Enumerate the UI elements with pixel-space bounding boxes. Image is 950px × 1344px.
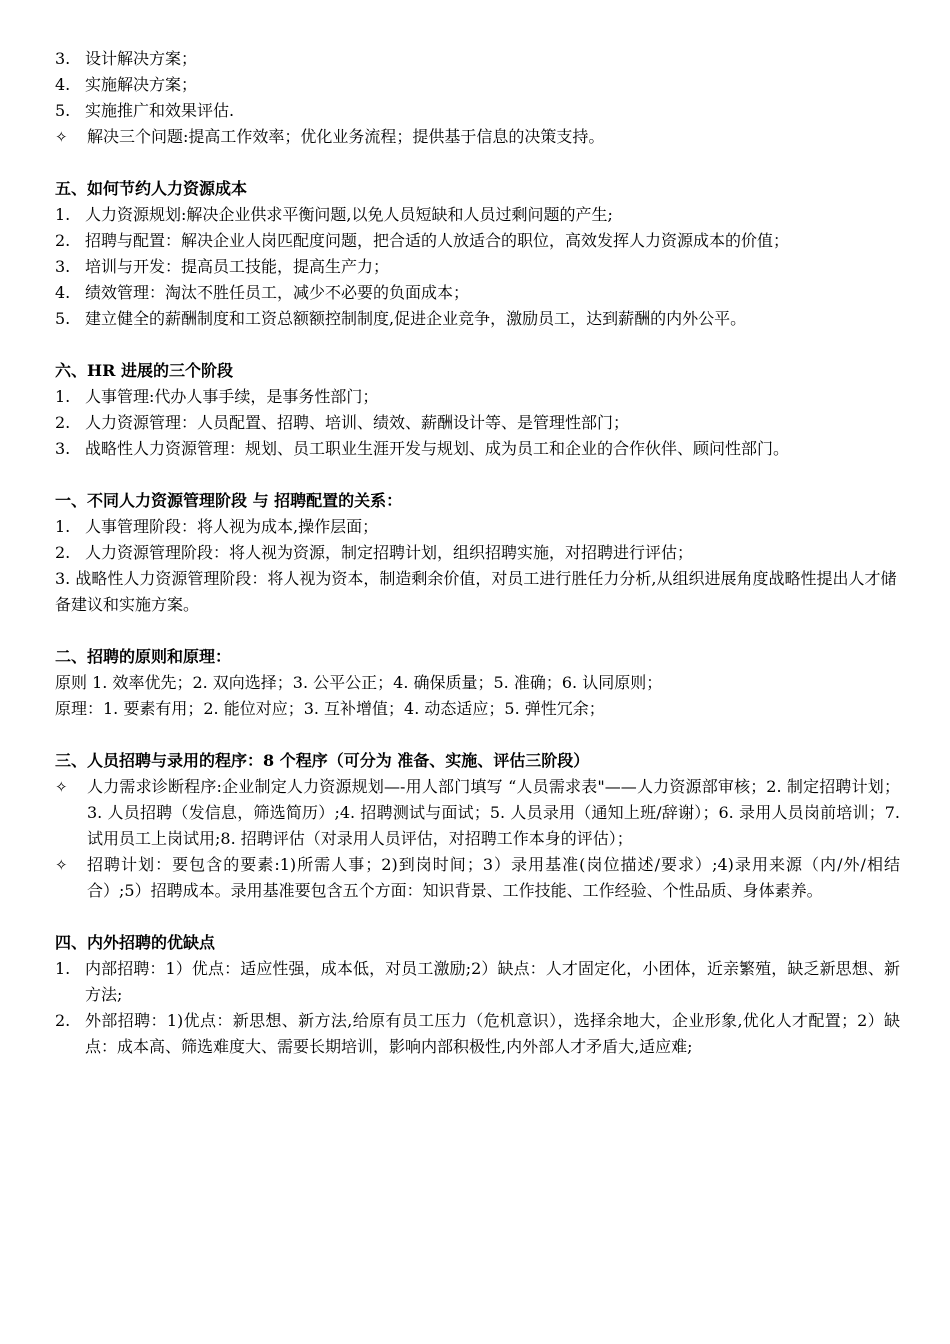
list-item [55,306,900,332]
bullet-item [55,774,900,852]
section-heading: 六、HR 进展的三个阶段 [55,361,233,380]
list-item [55,540,900,566]
list-number: 2. [55,413,71,432]
list-number: 1. [55,205,71,224]
section-heading: 三、人员招聘与录用的程序：8 个程序（可分为 准备、实施、评估三阶段） [55,751,590,770]
list-number: 1. [55,517,71,536]
list-text: 人事管理:代办人事手续，是事务性部门； [85,387,379,406]
list-item [55,514,900,540]
bullet-text: 人力需求诊断程序:企业制定人力资源规划—-用人部门填写 “人员需求表"——人力资源部审核；2. 制定招聘计划；3. 人员招聘（发信息，筛选简历）;4. 招聘测试与面试；5. 人员录用（通知上班/辞谢）；6. 录用人员岗前培训；7. 试用员工上岗试用;8. 招聘评估（对录用人员评估，对招聘工作本身的评估）； [87,777,900,848]
section-heading: 五、如何节约人力资源成本 [55,179,248,198]
list-item [55,410,900,436]
list-number: 4. [55,283,71,302]
theory-line: 原理：1. 要素有用；2. 能位对应；3. 互补增值；4. 动态适应；5. 弹性冗余； [55,699,605,718]
list-item [55,436,900,462]
list-item [55,46,900,72]
list-item [55,956,900,1008]
list-number: 3. [55,439,71,458]
list-number: 2. [55,1011,71,1030]
paragraph: 3. 战略性人力资源管理阶段：将人视为资本，制造剩余价值，对员工进行胜任力分析,从组织进展角度战略性提出人才储备建议和实施方案。 [55,569,897,614]
list-number: 3. [55,49,71,68]
list-number: 1. [55,387,71,406]
bullet-text: 招聘计划：要包含的要素:1)所需人事；2)到岗时间；3）录用基准(岗位描述/要求）;4)录用来源（内/外/相结合）;5）招聘成本。录用基准要包含五个方面：知识背景、工作技能、工作经验、个性品质、身体素养。 [87,855,900,900]
list-text: 外部招聘：1)优点：新思想、新方法,给原有员工压力（危机意识），选择余地大，企业形象,优化人才配置；2）缺点：成本高、筛选难度大、需要长期培训，影响内部积极性,内外部人才矛盾大,适应难; [85,1011,900,1056]
list-number: 3. [55,257,71,276]
list-item [55,98,900,124]
list-text: 人力资源规划:解决企业供求平衡问题,以免人员短缺和人员过剩问题的产生; [85,205,613,224]
list-number: 5. [55,309,71,328]
four-point-star-icon: ✧ [55,778,68,796]
section-heading: 二、招聘的原则和原理： [55,647,232,666]
list-item [55,72,900,98]
section-heading: 四、内外招聘的优缺点 [55,933,216,952]
section-heading: 一、不同人力资源管理阶段 与 招聘配置的关系： [55,491,403,510]
bullet-text: 解决三个问题:提高工作效率；优化业务流程；提供基于信息的决策支持。 [87,127,605,146]
list-text: 招聘与配置：解决企业人岗匹配度问题，把合适的人放适合的职位，高效发挥人力资源成本的价值； [85,231,790,250]
document-page [55,46,900,1060]
list-text: 人事管理阶段：将人视为成本,操作层面； [85,517,379,536]
list-item [55,254,900,280]
principles-line: 原则 1. 效率优先；2. 双向选择；3. 公平公正；4. 确保质量；5. 准确；6. 认同原则； [55,673,663,692]
list-number: 1. [55,959,71,978]
list-text: 建立健全的薪酬制度和工资总额额控制制度,促进企业竞争，激励员工，达到薪酬的内外公平。 [85,309,747,328]
list-text: 战略性人力资源管理：规划、员工职业生涯开发与规划、成为员工和企业的合作伙伴、顾问性部门。 [85,439,790,458]
list-text: 培训与开发：提高员工技能，提高生产力； [85,257,390,276]
list-item [55,384,900,410]
four-point-star-icon: ✧ [55,128,68,146]
list-item [55,1008,900,1060]
bullet-item [55,124,900,150]
list-text: 实施推广和效果评估. [85,101,235,120]
bullet-item [55,852,900,904]
list-text: 实施解决方案； [85,75,198,94]
list-text: 人力资源管理：人员配置、招聘、培训、绩效、薪酬设计等、是管理性部门； [85,413,630,432]
four-point-star-icon: ✧ [55,856,68,874]
list-item [55,280,900,306]
list-text: 设计解决方案； [85,49,198,68]
list-text: 内部招聘：1）优点：适应性强，成本低，对员工激励;2）缺点：人才固定化，小团体，近亲繁殖，缺乏新思想、新方法; [85,959,900,1004]
list-text: 绩效管理：淘汰不胜任员工，减少不必要的负面成本； [85,283,470,302]
list-number: 5. [55,101,71,120]
list-item [55,228,900,254]
list-number: 2. [55,543,71,562]
list-number: 4. [55,75,71,94]
list-text: 人力资源管理阶段：将人视为资源，制定招聘计划，组织招聘实施，对招聘进行评估； [85,543,694,562]
list-number: 2. [55,231,71,250]
list-item [55,202,900,228]
